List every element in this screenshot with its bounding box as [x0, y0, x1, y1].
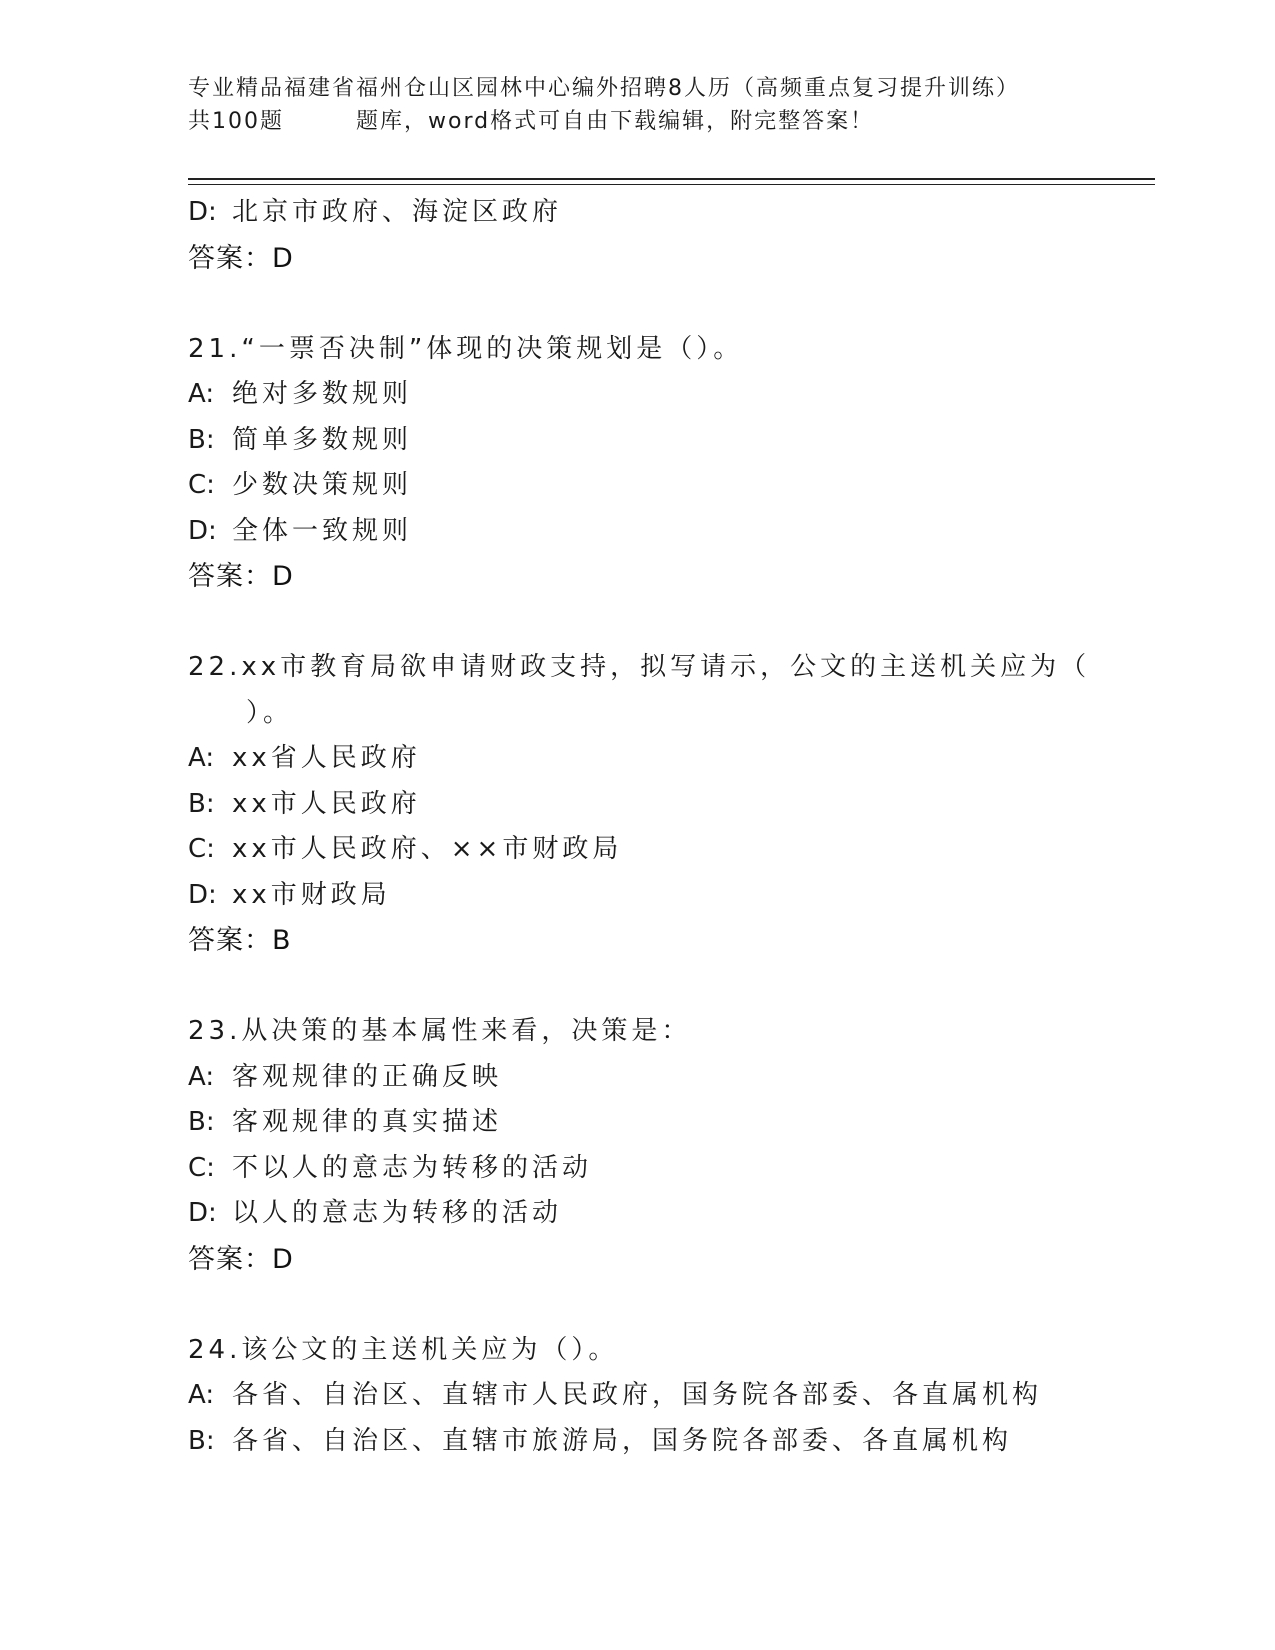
option-text: 绝对多数规则: [232, 379, 413, 409]
option-text: xx市财政局: [232, 879, 391, 910]
option-label: C:: [188, 1152, 215, 1183]
page-header: [188, 72, 1088, 138]
question-stem: 24.该公文的主送机关应为（）。: [188, 1334, 619, 1365]
option-text: 各省、自治区、直辖市旅游局，国务院各部委、各直属机构: [232, 1425, 1013, 1456]
question-stem-continuation: ）。: [246, 697, 294, 728]
option-label: A:: [188, 743, 215, 773]
option-c: [188, 827, 1148, 873]
option-text: 客观规律的真实描述: [232, 1107, 503, 1137]
answer-line: 答案：D: [188, 1243, 294, 1275]
option-text: 少数决策规则: [232, 470, 413, 500]
option-text: 简单多数规则: [232, 424, 413, 455]
answer-line: 答案：B: [188, 925, 292, 956]
question-stem: 23.从决策的基本属性来看，决策是：: [188, 1016, 692, 1046]
option-a: [188, 736, 1148, 782]
option-label: A:: [188, 379, 215, 409]
option-text: xx省人民政府: [232, 743, 421, 773]
option-text: 以人的意志为转移的活动: [232, 1198, 563, 1228]
answer-line: 答案：D: [188, 242, 294, 274]
option-label: A:: [188, 1380, 215, 1410]
option-label: D:: [188, 1198, 217, 1228]
option-text: 不以人的意志为转移的活动: [232, 1152, 593, 1183]
option-d: [188, 873, 1148, 919]
option-text: 客观规律的正确反映: [232, 1061, 503, 1092]
option-c: [188, 463, 1148, 509]
option-text: xx市人民政府: [232, 788, 421, 819]
option-label: C:: [188, 834, 215, 864]
question-list: [188, 190, 1148, 1464]
option-b: [188, 1419, 1148, 1465]
option-label: D:: [188, 879, 217, 910]
option-text: 各省、自治区、直辖市人民政府，国务院各部委、各直属机构: [232, 1380, 1043, 1410]
question-stem: 21.“一票否决制”体现的决策规划是（）。: [188, 333, 744, 364]
option-b: [188, 1100, 1148, 1146]
question-stem: 22.xx市教育局欲申请财政支持，拟写请示，公文的主送机关应为（: [188, 652, 1091, 682]
option-d: [188, 509, 1148, 555]
option-label: D:: [188, 515, 217, 546]
option-label: B:: [188, 1107, 215, 1137]
header-question-count: 共100题: [188, 109, 284, 134]
option-a: [188, 1055, 1148, 1101]
option-c: [188, 1146, 1148, 1192]
option-text: 全体一致规则: [232, 515, 413, 546]
option-d: [188, 1191, 1148, 1237]
header-divider-thick: [188, 178, 1155, 180]
option-text: xx市人民政府、××市财政局: [232, 834, 623, 864]
option-text: 北京市政府、海淀区政府: [232, 197, 563, 227]
option-b: [188, 782, 1148, 828]
header-divider-thin: [188, 184, 1155, 185]
option-label: B:: [188, 424, 215, 455]
header-title-line: 专业精品福建省福州仓山区园林中心编外招聘8人历（高频重点复习提升训练）: [188, 76, 1020, 101]
option-b: [188, 418, 1148, 464]
option-label: B:: [188, 1425, 215, 1456]
header-subtitle-line: [188, 105, 1088, 138]
option-label: D:: [188, 197, 217, 227]
option-a: [188, 1373, 1148, 1419]
header-description: 题库，word格式可自由下载编辑，附完整答案！: [356, 109, 875, 134]
answer-line: 答案：D: [188, 561, 294, 592]
option-label: B:: [188, 788, 215, 819]
option-d: [188, 190, 1148, 236]
option-label: A:: [188, 1061, 215, 1092]
option-label: C:: [188, 470, 215, 500]
option-a: [188, 372, 1148, 418]
